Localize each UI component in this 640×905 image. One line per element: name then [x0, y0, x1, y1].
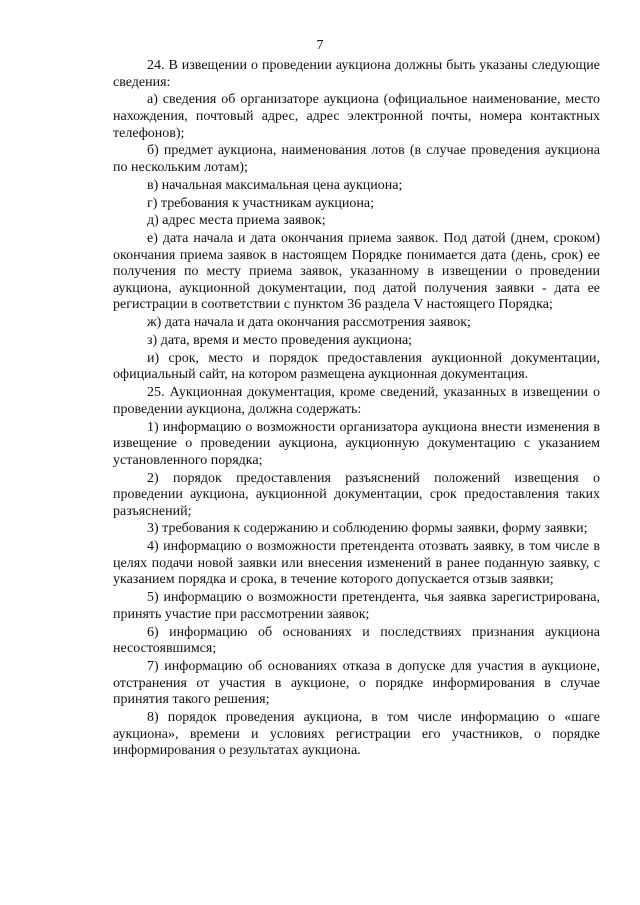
paragraph-24-zh: ж) дата начала и дата окончания рассмотрения заявок;: [147, 315, 471, 331]
paragraph-25-8: 8) порядок проведения аукциона, в том числе информацию о «шаге аукциона», времени и условиях регистрации его участников, о порядке информирования о результатах аукциона.: [113, 709, 600, 759]
paragraph-24-i: и) срок, место и порядок предоставления аукционной документации, официальный сайт, на котором размещена аукционная документация.: [113, 350, 600, 383]
paragraph-25-4: 4) информацию о возможности претендента отозвать заявку, в том числе в целях подачи новой заявки или внесения изменений в ранее поданную заявку, с указанием порядка и срока, в течение которого допускается отзыв заявки;: [113, 539, 600, 588]
paragraph-25-7: 7) информацию об основаниях отказа в допуске для участия в аукционе, отстранения от участия в аукционе, о порядке информирования в случае принятия такого решения;: [113, 658, 600, 708]
paragraph-25: 25. Аукционная документация, кроме сведений, указанных в извещении о проведении аукциона, должна содержать:: [113, 385, 600, 417]
paragraph-24-b: б) предмет аукциона, наименования лотов (в случае проведения аукциона по нескольким лотам);: [113, 143, 600, 175]
paragraph-24-d: д) адрес места приема заявок;: [147, 213, 326, 229]
paragraph-24-a: а) сведения об организаторе аукциона (официальное наименование, место нахождения, почтовый адрес, адрес электронной почты, номера контактных телефонов);: [113, 92, 600, 141]
paragraph-24-v: в) начальная максимальная цена аукциона;: [147, 177, 403, 193]
paragraph-25-1: 1) информацию о возможности организатора аукциона внести изменения в извещение о проведении аукциона, аукционную документацию с указанием установленного порядка;: [113, 419, 600, 468]
paragraph-25-2: 2) порядок предоставления разъяснений положений извещения о проведении аукциона, аукционной документации, срок предоставления таких разъяснений;: [113, 470, 600, 519]
paragraph-25-3: 3) требования к содержанию и соблюдению формы заявки, форму заявки;: [147, 521, 588, 537]
paragraph-25-5: 5) информацию о возможности претендента, чья заявка зарегистрирована, принять участие при рассмотрении заявок;: [113, 590, 600, 622]
page-number: 7: [316, 38, 324, 53]
paragraph-24-z: з) дата, время и место проведения аукциона;: [147, 333, 413, 348]
paragraph-24-e: е) дата начала и дата окончания приема заявок. Под датой (днем, сроком) окончания приема заявок в настоящем Порядке понимается дата (день, срок) ее получения по месту приема заявок, указанному в извещении о проведении аукциона, аукционной документации, под датой получения заявки - дата ее регистрации в соответствии с пунктом 36 раздела V настоящего Порядка;: [113, 231, 600, 313]
paragraph-24: 24. В извещении о проведении аукциона должны быть указаны следующие сведения:: [113, 58, 600, 90]
paragraph-25-6: 6) информацию об основаниях и последствиях признания аукциона несостоявшимся;: [113, 624, 600, 657]
document-body: [113, 58, 600, 761]
paragraph-24-g: г) требования к участникам аукциона;: [147, 195, 375, 211]
